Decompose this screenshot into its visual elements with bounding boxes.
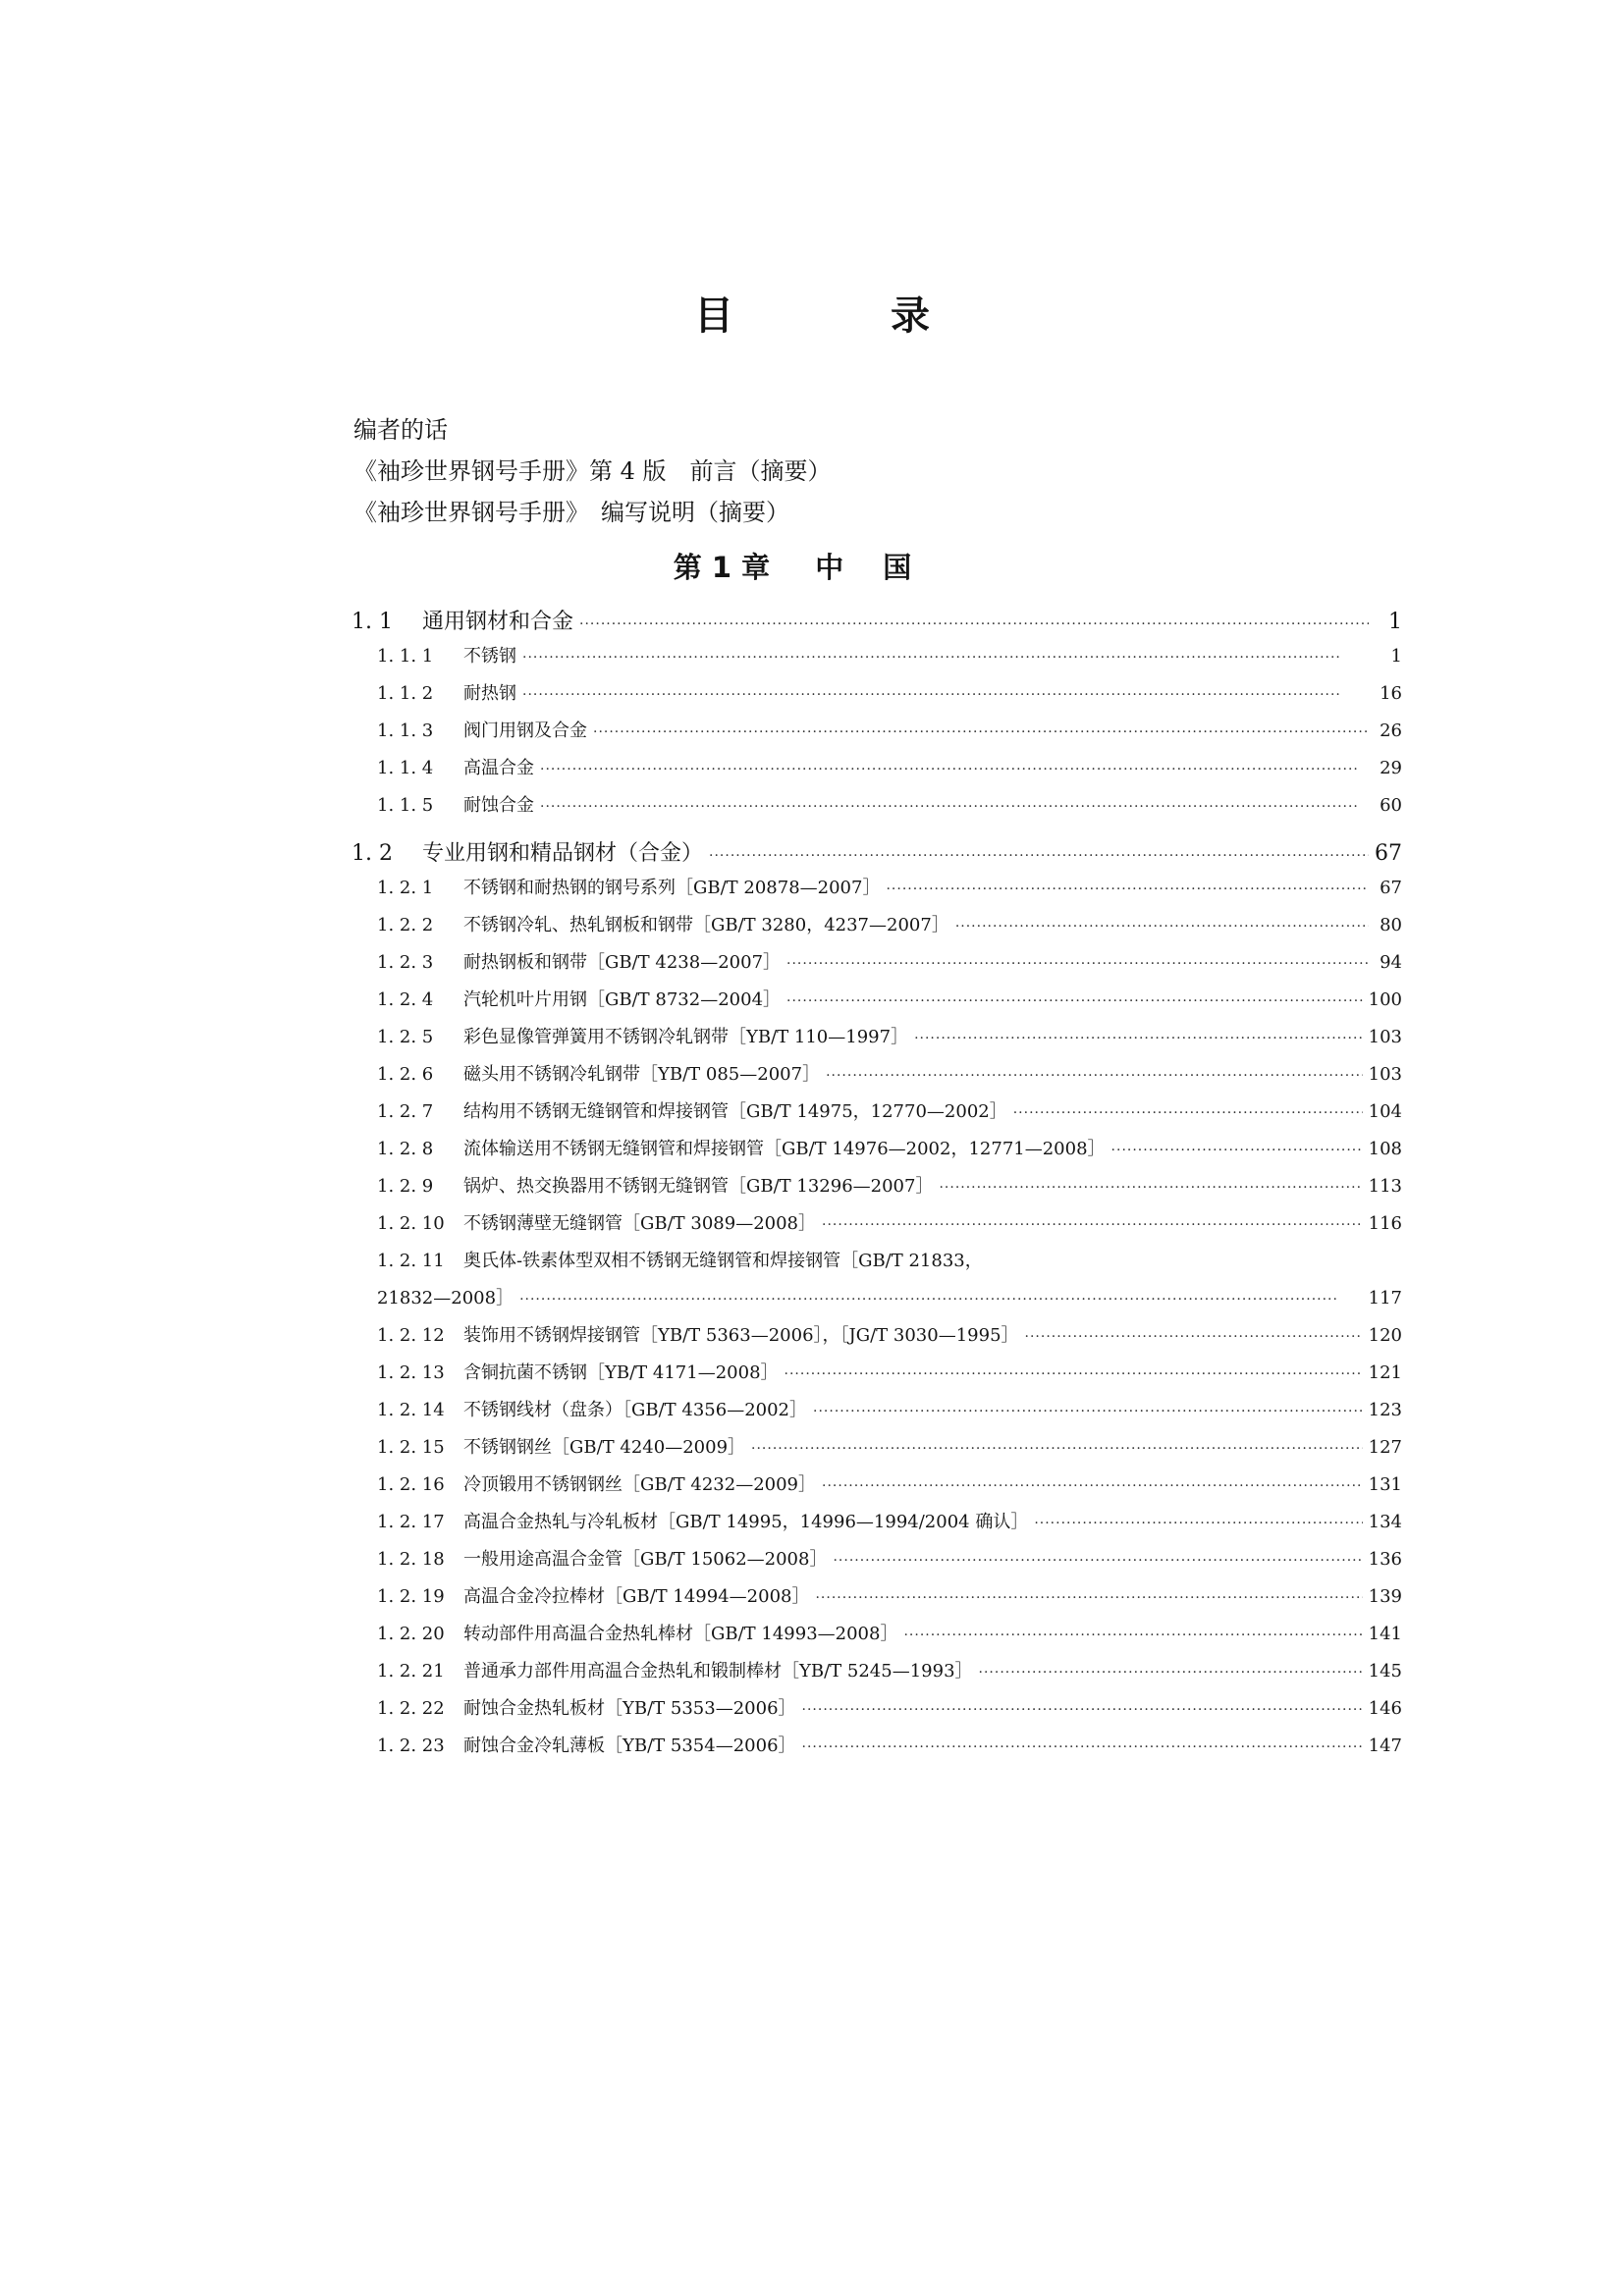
toc-subsection-entry[interactable] <box>352 754 1402 791</box>
subsection-title: 耐热钢 <box>463 683 516 704</box>
toc-subsection-entry[interactable] <box>352 1582 1402 1620</box>
subsection-number: 1. 2. 20 <box>377 1624 445 1644</box>
leader-dots <box>519 1292 1363 1308</box>
subsection-number: 1. 2. 6 <box>377 1064 434 1085</box>
toc-subsection-entry[interactable] <box>352 1433 1402 1470</box>
subsection-title: 普通承力部件用高温合金热轧和锻制棒材［YB/T 5245—1993］ <box>463 1661 973 1682</box>
subsection-title: 不锈钢 <box>463 646 516 667</box>
subsection-title: 不锈钢薄壁无缝钢管［GB/T 3089—2008］ <box>463 1213 817 1234</box>
subsection-number: 1. 2. 2 <box>377 915 434 935</box>
subsection-number: 1. 2. 14 <box>377 1400 445 1420</box>
page-number: 123 <box>1368 1400 1402 1420</box>
leader-dots <box>815 1590 1362 1606</box>
toc-subsection-entry[interactable] <box>352 986 1402 1023</box>
subsection-title: 锅炉、热交换器用不锈钢无缝钢管［GB/T 13296—2007］ <box>463 1176 934 1197</box>
chapter-number: 第 1 章 <box>673 551 771 584</box>
subsection-number: 1. 1. 5 <box>377 795 434 816</box>
subsection-number: 1. 2. 21 <box>377 1661 445 1682</box>
section-title: 专业用钢和精品钢材（合金） <box>422 841 704 866</box>
leader-dots <box>1013 1105 1363 1121</box>
leader-dots <box>540 799 1369 815</box>
subsection-number: 1. 2. 13 <box>377 1362 445 1383</box>
page-number: 146 <box>1368 1698 1402 1719</box>
page-number: 26 <box>1380 721 1402 741</box>
subsection-title: 磁头用不锈钢冷轧钢带［YB/T 085—2007］ <box>463 1064 821 1085</box>
leader-dots <box>822 1478 1363 1494</box>
subsection-number: 1. 2. 5 <box>377 1027 434 1047</box>
page-number: 100 <box>1368 989 1402 1010</box>
toc-subsection-entry[interactable] <box>352 791 1402 828</box>
toc-subsection-entry[interactable] <box>352 1209 1402 1247</box>
subsection-title: 彩色显像管弹簧用不锈钢冷轧钢带［YB/T 110—1997］ <box>463 1027 909 1047</box>
section-title: 通用钢材和合金 <box>422 610 574 634</box>
front-matter-preface: 《袖珍世界钢号手册》第 4 版 前言（摘要） <box>353 457 832 485</box>
toc-subsection-entry[interactable] <box>352 1135 1402 1172</box>
leader-dots <box>1034 1516 1362 1531</box>
toc-section-entry[interactable] <box>352 605 1402 642</box>
subsection-title: 耐蚀合金热轧板材［YB/T 5353—2006］ <box>463 1698 796 1719</box>
toc-subsection-entry[interactable] <box>352 1396 1402 1433</box>
subsection-title: 奥氏体-铁素体型双相不锈钢无缝钢管和焊接钢管［GB/T 21833， <box>463 1251 983 1271</box>
subsection-number: 1. 2. 18 <box>377 1549 445 1570</box>
page-number: 29 <box>1380 758 1402 778</box>
table-of-contents <box>352 605 1402 1769</box>
toc-subsection-entry[interactable] <box>352 1657 1402 1694</box>
toc-subsection-entry[interactable] <box>352 1359 1402 1396</box>
section-number: 1. 2 <box>352 841 393 866</box>
page-number: 127 <box>1368 1437 1402 1458</box>
subsection-number: 1. 2. 22 <box>377 1698 445 1719</box>
toc-subsection-entry[interactable] <box>352 1620 1402 1657</box>
page-number: 16 <box>1380 683 1402 704</box>
toc-subsection-entry[interactable] <box>352 1172 1402 1209</box>
leader-dots <box>833 1553 1362 1569</box>
toc-section-entry[interactable] <box>352 836 1402 874</box>
leader-dots <box>579 616 1369 632</box>
subsection-number: 1. 1. 2 <box>377 683 434 704</box>
subsection-number: 1. 2. 17 <box>377 1512 445 1532</box>
page-number: 141 <box>1368 1624 1402 1644</box>
subsection-title: 不锈钢冷轧、热轧钢板和钢带［GB/T 3280，4237—2007］ <box>463 915 949 935</box>
subsection-title: 流体输送用不锈钢无缝钢管和焊接钢管［GB/T 14976—2002，12771—2008］ <box>463 1139 1106 1159</box>
toc-subsection-entry[interactable] <box>352 911 1402 948</box>
leader-dots <box>593 724 1369 740</box>
leader-dots <box>813 1404 1363 1419</box>
subsection-title: 汽轮机叶片用钢［GB/T 8732—2004］ <box>463 989 782 1010</box>
page-number: 103 <box>1368 1027 1402 1047</box>
subsection-number: 1. 2. 15 <box>377 1437 445 1458</box>
toc-subsection-entry[interactable] <box>352 1508 1402 1545</box>
leader-dots <box>709 848 1369 864</box>
leader-dots <box>522 650 1369 666</box>
subsection-title: 含铜抗菌不锈钢［YB/T 4171—2008］ <box>463 1362 779 1383</box>
leader-dots <box>1025 1329 1363 1345</box>
leader-dots <box>786 993 1363 1009</box>
page-number: 145 <box>1368 1661 1402 1682</box>
page-number: 67 <box>1375 841 1402 866</box>
page-number: 60 <box>1380 795 1402 816</box>
leader-dots <box>822 1217 1363 1233</box>
toc-subsection-entry[interactable] <box>352 642 1402 679</box>
toc-subsection-entry[interactable] <box>352 1060 1402 1097</box>
leader-dots <box>802 1739 1363 1755</box>
subsection-title: 不锈钢钢丝［GB/T 4240—2009］ <box>463 1437 746 1458</box>
subsection-number: 1. 2. 4 <box>377 989 434 1010</box>
leader-dots <box>751 1441 1363 1457</box>
leader-dots <box>939 1180 1362 1196</box>
page-number: 113 <box>1368 1176 1402 1197</box>
subsection-number: 1. 1. 4 <box>377 758 434 778</box>
subsection-number: 1. 2. 3 <box>377 952 434 973</box>
subsection-number: 1. 2. 12 <box>377 1325 445 1346</box>
leader-dots <box>886 881 1369 897</box>
subsection-title: 高温合金 <box>463 758 534 778</box>
page-number: 104 <box>1368 1101 1402 1122</box>
leader-dots <box>540 762 1369 777</box>
page-number: 120 <box>1368 1325 1402 1346</box>
page-number: 67 <box>1380 878 1402 898</box>
subsection-number: 1. 2. 1 <box>377 878 434 898</box>
toc-subsection-entry[interactable] <box>352 1023 1402 1060</box>
page-number: 136 <box>1368 1549 1402 1570</box>
page-number: 131 <box>1368 1474 1402 1495</box>
subsection-title: 耐热钢板和钢带［GB/T 4238—2007］ <box>463 952 782 973</box>
subsection-number: 1. 2. 11 <box>377 1251 445 1271</box>
page-number: 80 <box>1380 915 1402 935</box>
subsection-number: 1. 2. 8 <box>377 1139 434 1159</box>
subsection-title: 结构用不锈钢无缝钢管和焊接钢管［GB/T 14975，12770—2002］ <box>463 1101 1007 1122</box>
page-number: 139 <box>1368 1586 1402 1607</box>
subsection-number: 1. 2. 23 <box>377 1735 445 1756</box>
subsection-title-continued: 21832—2008］ <box>377 1288 514 1308</box>
page-number: 121 <box>1368 1362 1402 1383</box>
toc-subsection-continuation[interactable] <box>352 1284 1402 1321</box>
section-number: 1. 1 <box>352 610 393 634</box>
page-number: 103 <box>1368 1064 1402 1085</box>
subsection-title: 阀门用钢及合金 <box>463 721 587 741</box>
subsection-title: 高温合金热轧与冷轧板材［GB/T 14995，14996—1994/2004 确认］ <box>463 1512 1029 1532</box>
leader-dots <box>914 1031 1363 1046</box>
subsection-title: 装饰用不锈钢焊接钢管［YB/T 5363—2006］，［JG/T 3030—1995］ <box>463 1325 1019 1346</box>
page-number: 116 <box>1368 1213 1402 1234</box>
toc-subsection-entry[interactable] <box>352 1694 1402 1732</box>
front-matter-compilation-notes: 《袖珍世界钢号手册》 编写说明（摘要） <box>353 499 789 526</box>
toc-subsection-entry[interactable] <box>352 1732 1402 1769</box>
chapter-name: 中国 <box>815 551 951 584</box>
subsection-title: 耐蚀合金 <box>463 795 534 816</box>
toc-subsection-entry[interactable] <box>352 1097 1402 1135</box>
leader-dots <box>785 1366 1363 1382</box>
subsection-number: 1. 1. 1 <box>377 646 434 667</box>
toc-subsection-entry[interactable] <box>352 1321 1402 1359</box>
subsection-number: 1. 2. 9 <box>377 1176 434 1197</box>
leader-dots <box>786 956 1369 972</box>
page-title: 目 录 <box>694 294 989 339</box>
toc-subsection-entry[interactable] <box>352 874 1402 911</box>
subsection-number: 1. 2. 16 <box>377 1474 445 1495</box>
toc-subsection-entry[interactable] <box>352 679 1402 717</box>
leader-dots <box>979 1665 1363 1681</box>
page-number: 134 <box>1368 1512 1402 1532</box>
page-number: 108 <box>1368 1139 1402 1159</box>
page-number: 94 <box>1380 952 1402 973</box>
leader-dots <box>802 1702 1363 1718</box>
leader-dots <box>955 919 1369 934</box>
page-number: 117 <box>1368 1288 1402 1308</box>
page-number: 147 <box>1368 1735 1402 1756</box>
front-matter-editors-note: 编者的话 <box>353 416 448 444</box>
toc-subsection-entry[interactable] <box>352 1247 1402 1284</box>
leader-dots <box>522 687 1369 703</box>
toc-subsection-entry[interactable] <box>352 948 1402 986</box>
subsection-title: 一般用途高温合金管［GB/T 15062—2008］ <box>463 1549 828 1570</box>
page-number: 1 <box>1388 610 1402 634</box>
subsection-number: 1. 2. 19 <box>377 1586 445 1607</box>
subsection-number: 1. 1. 3 <box>377 721 434 741</box>
chapter-heading <box>0 546 1624 586</box>
subsection-title: 高温合金冷拉棒材［GB/T 14994—2008］ <box>463 1586 810 1607</box>
toc-subsection-entry[interactable] <box>352 1545 1402 1582</box>
leader-dots <box>826 1068 1363 1084</box>
subsection-title: 耐蚀合金冷轧薄板［YB/T 5354—2006］ <box>463 1735 796 1756</box>
subsection-title: 转动部件用高温合金热轧棒材［GB/T 14993—2008］ <box>463 1624 898 1644</box>
page-number: 1 <box>1390 646 1402 667</box>
subsection-number: 1. 2. 7 <box>377 1101 434 1122</box>
subsection-title: 冷顶锻用不锈钢钢丝［GB/T 4232—2009］ <box>463 1474 817 1495</box>
subsection-title: 不锈钢和耐热钢的钢号系列［GB/T 20878—2007］ <box>463 878 881 898</box>
subsection-number: 1. 2. 10 <box>377 1213 445 1234</box>
leader-dots <box>903 1628 1362 1643</box>
subsection-title: 不锈钢线材（盘条）［GB/T 4356—2002］ <box>463 1400 808 1420</box>
toc-subsection-entry[interactable] <box>352 1470 1402 1508</box>
leader-dots <box>1111 1143 1363 1158</box>
toc-subsection-entry[interactable] <box>352 717 1402 754</box>
